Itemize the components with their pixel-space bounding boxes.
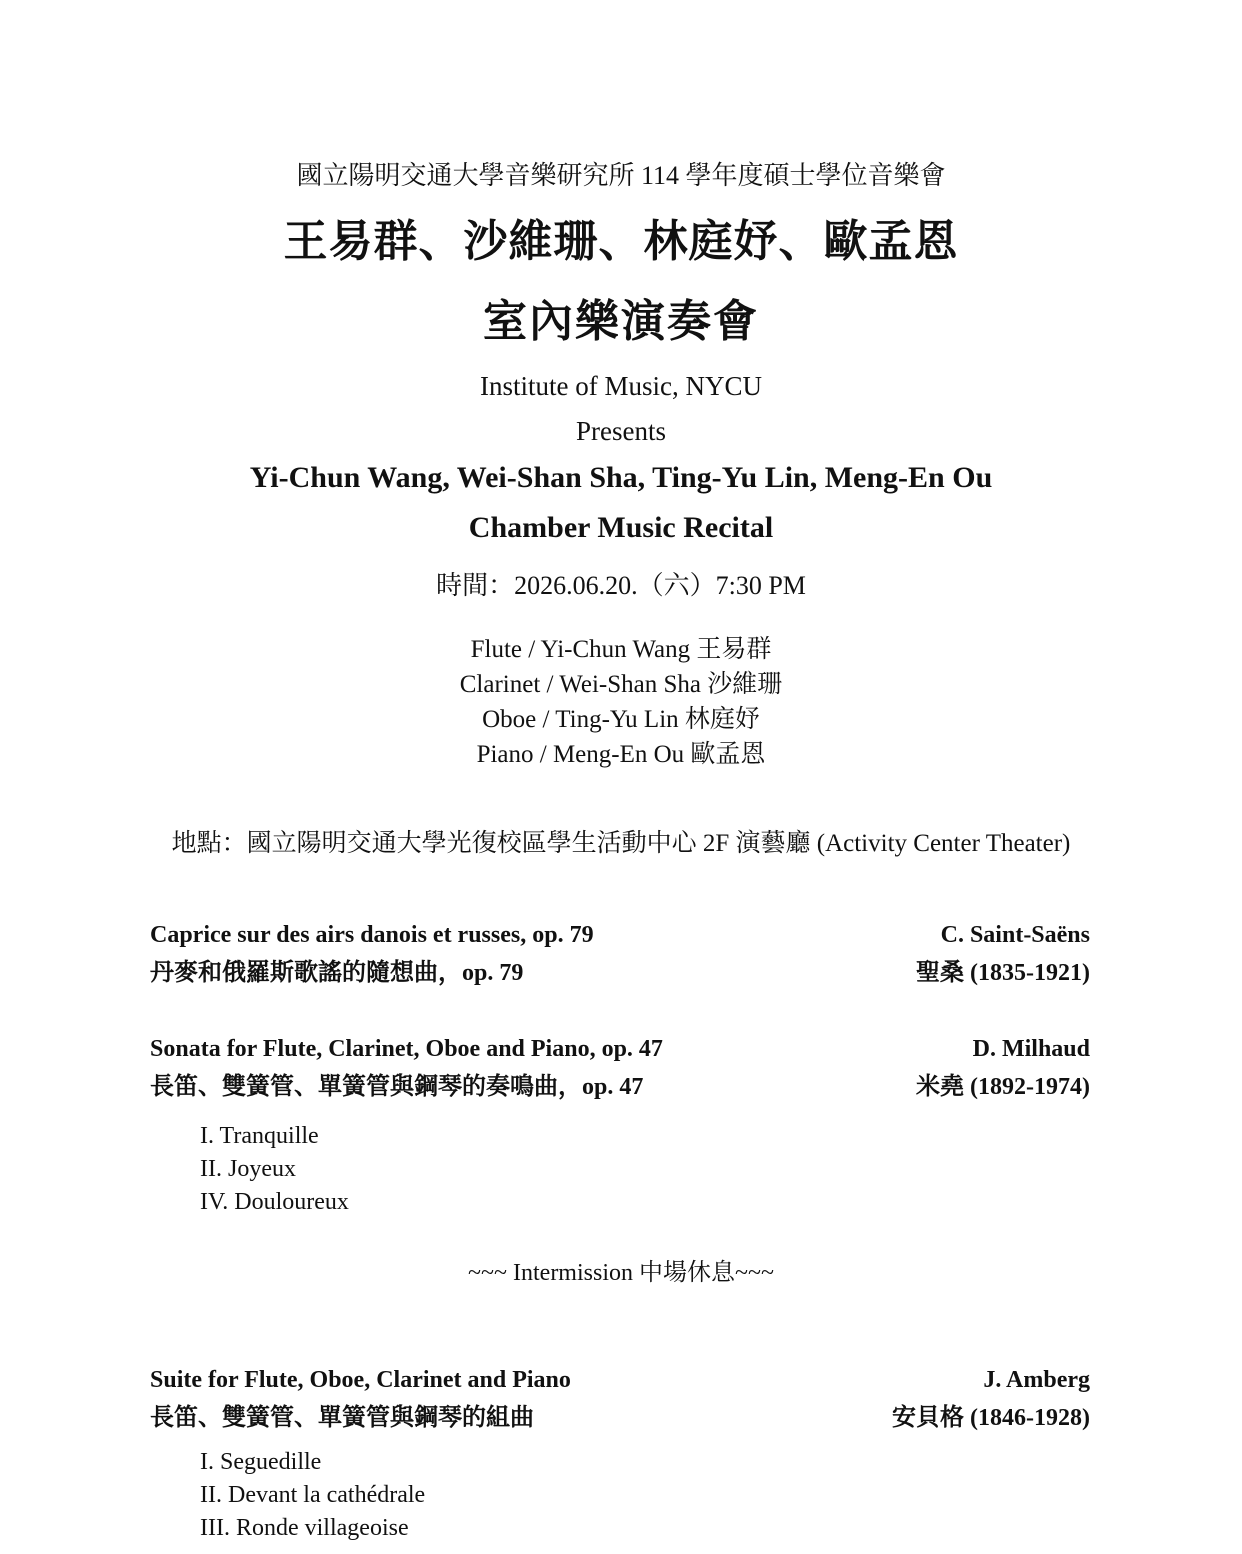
- organizer-heading-zh: 國立陽明交通大學音樂研究所 114 學年度碩士學位音樂會: [296, 161, 946, 190]
- concert-time: 時間：2026.06.20.（六）7:30 PM: [436, 571, 806, 600]
- piece-title-zh: 丹麥和俄羅斯歌謠的隨想曲，op. 79: [150, 960, 524, 986]
- movement-item: I. Tranquille: [200, 1123, 319, 1149]
- intermission-line: ~~~ Intermission 中場休息~~~: [468, 1260, 774, 1286]
- performers-title-en: Yi-Chun Wang, Wei-Shan Sha, Ting-Yu Lin, Meng-En Ou: [249, 461, 993, 494]
- piece-title-zh: 長笛、雙簧管、單簧管與鋼琴的奏鳴曲，op. 47: [150, 1074, 644, 1100]
- roster-item-flute: Flute / Yi-Chun Wang 王易群: [470, 636, 772, 663]
- movement-item: III. Ronde villageoise: [200, 1515, 409, 1541]
- piece-composer-zh: 安貝格 (1846-1928): [892, 1405, 1090, 1431]
- venue-line: 地點：國立陽明交通大學光復校區學生活動中心 2F 演藝廳 (Activity Center Theater): [171, 830, 1071, 857]
- piece-title-zh: 長笛、雙簧管、單簧管與鋼琴的組曲: [150, 1405, 534, 1431]
- piece-title-en: Sonata for Flute, Clarinet, Oboe and Piano, op. 47: [150, 1036, 663, 1062]
- recital-title-zh: 室內樂演奏會: [483, 297, 759, 346]
- presents-line: Presents: [576, 416, 666, 446]
- piece-title-en: Suite for Flute, Oboe, Clarinet and Piano: [150, 1367, 571, 1393]
- organizer-heading-en: Institute of Music, NYCU: [480, 371, 762, 401]
- roster-item-oboe: Oboe / Ting-Yu Lin 林庭妤: [482, 706, 760, 733]
- piece-composer-en: C. Saint-Saëns: [940, 922, 1090, 948]
- performer-roster: [0, 632, 1242, 772]
- program-piece-2: [150, 1032, 1090, 1108]
- piece-composer-en: D. Milhaud: [972, 1036, 1090, 1062]
- movement-list: [200, 1446, 425, 1545]
- recital-title-en: Chamber Music Recital: [468, 511, 774, 544]
- movement-item: I. Seguedille: [200, 1449, 322, 1475]
- program-piece-3: [150, 1363, 1090, 1439]
- piece-composer-zh: 米堯 (1892-1974): [916, 1074, 1090, 1100]
- movement-list: [200, 1120, 349, 1219]
- piece-composer-zh: 聖桑 (1835-1921): [916, 960, 1090, 986]
- movement-item: II. Devant la cathédrale: [200, 1482, 426, 1508]
- movement-item: II. Joyeux: [200, 1156, 296, 1182]
- roster-item-piano: Piano / Meng-En Ou 歐孟恩: [476, 741, 766, 768]
- piece-composer-en: J. Amberg: [983, 1367, 1090, 1393]
- piece-title-en: Caprice sur des airs danois et russes, op. 79: [150, 922, 594, 948]
- program-piece-1: [150, 918, 1090, 994]
- performers-title-zh: 王易群、沙維珊、林庭妤、歐孟恩: [283, 217, 959, 266]
- roster-item-clarinet: Clarinet / Wei-Shan Sha 沙維珊: [459, 671, 783, 698]
- movement-item: IV. Douloureux: [200, 1189, 349, 1215]
